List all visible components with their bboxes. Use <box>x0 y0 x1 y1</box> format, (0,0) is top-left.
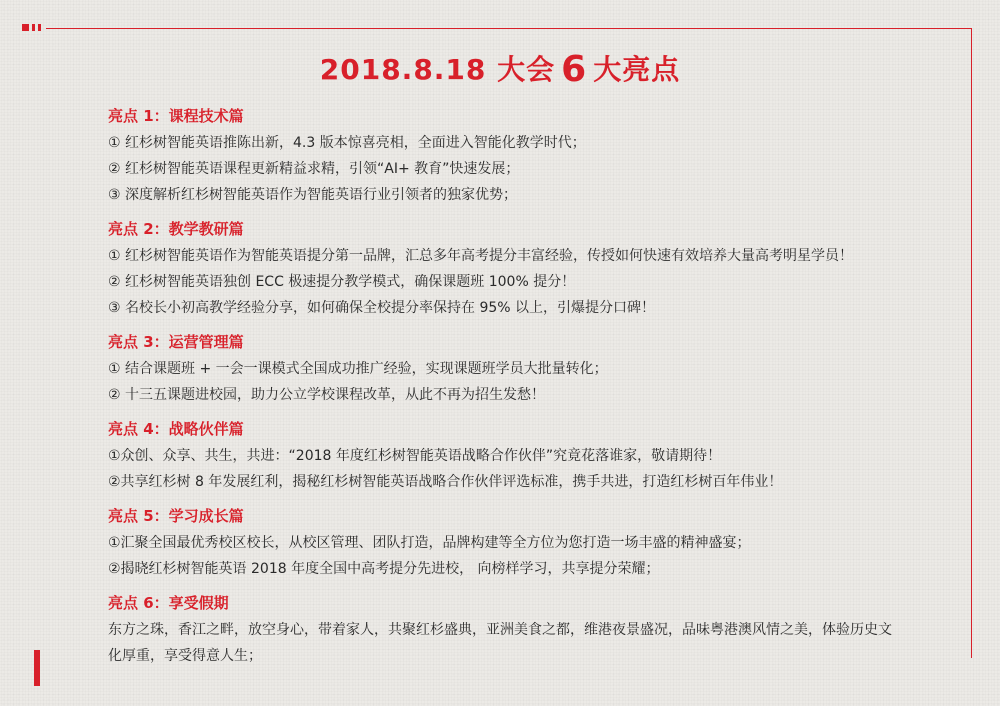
highlight-section-6 <box>108 589 928 669</box>
section-heading: 亮点 2：教学教研篇 <box>108 220 244 238</box>
title-suffix: 大亮点 <box>593 53 681 86</box>
section-heading: 亮点 1：课程技术篇 <box>108 107 244 125</box>
highlight-section-3 <box>108 328 928 408</box>
highlight-section-4 <box>108 415 928 495</box>
frame-right-line <box>971 28 972 658</box>
section-heading: 亮点 6：享受假期 <box>108 594 229 612</box>
list-item: ②共享红杉树 8 年发展红利，揭秘红杉树智能英语战略合作伙伴评选标准，携手共进，打造红杉树百年伟业！ <box>108 474 783 490</box>
highlight-section-5 <box>108 502 928 582</box>
section-heading: 亮点 5：学习成长篇 <box>108 507 244 525</box>
list-item: ① 结合课题班 + 一会一课模式全国成功推广经验，实现课题班学员大批量转化； <box>108 361 608 377</box>
frame-top-line <box>46 28 972 29</box>
highlight-section-2 <box>108 215 928 321</box>
list-item: ③ 名校长小初高教学经验分享，如何确保全校提分率保持在 95% 以上，引爆提分口碑！ <box>108 300 656 316</box>
section-heading: 亮点 4：战略伙伴篇 <box>108 420 244 438</box>
list-item: ② 十三五课题进校园，助力公立学校课程改革，从此不再为招生发愁！ <box>108 387 545 403</box>
list-item: ② 红杉树智能英语独创 ECC 极速提分教学模式，确保课题班 100% 提分！ <box>108 274 576 290</box>
highlight-section-1 <box>108 102 928 208</box>
list-item: ①汇聚全国最优秀校区校长，从校区管理、团队打造，品牌构建等全方位为您打造一场丰盛的精神盛宴； <box>108 535 751 551</box>
list-item: ① 红杉树智能英语作为智能英语提分第一品牌，汇总多年高考提分丰富经验，传授如何快速有效培养大量高考明星学员！ <box>108 248 853 264</box>
page-title <box>0 46 1000 92</box>
title-prefix: 2018.8.18 大会 <box>319 53 556 86</box>
list-item: ②揭晓红杉树智能英语 2018 年度全国中高考提分先进校， 向榜样学习，共享提分荣耀； <box>108 561 660 577</box>
list-item: ① 红杉树智能英语推陈出新，4.3 版本惊喜亮相，全面进入智能化教学时代； <box>108 135 586 151</box>
corner-bar <box>32 24 35 31</box>
corner-bar <box>38 24 41 31</box>
title-number: 6 <box>561 49 588 90</box>
list-item: ② 红杉树智能英语课程更新精益求精，引领“AI+ 教育”快速发展； <box>108 161 520 177</box>
corner-decoration <box>22 24 41 31</box>
section-heading: 亮点 3：运营管理篇 <box>108 333 244 351</box>
highlights-list <box>108 102 928 676</box>
corner-square <box>22 24 29 31</box>
bottom-left-accent-bar <box>34 650 40 686</box>
list-item: ①众创、众享、共生，共进：“2018 年度红杉树智能英语战略合作伙伴”究竟花落谁家，敬请期待！ <box>108 448 722 464</box>
section-paragraph: 东方之珠，香江之畔，放空身心，带着家人，共聚红杉盛典，亚洲美食之都，维港夜景盛况，品味粤港澳风情之美，体验历史文化厚重，享受得意人生； <box>108 622 892 664</box>
list-item: ③ 深度解析红杉树智能英语作为智能英语行业引领者的独家优势； <box>108 187 517 203</box>
